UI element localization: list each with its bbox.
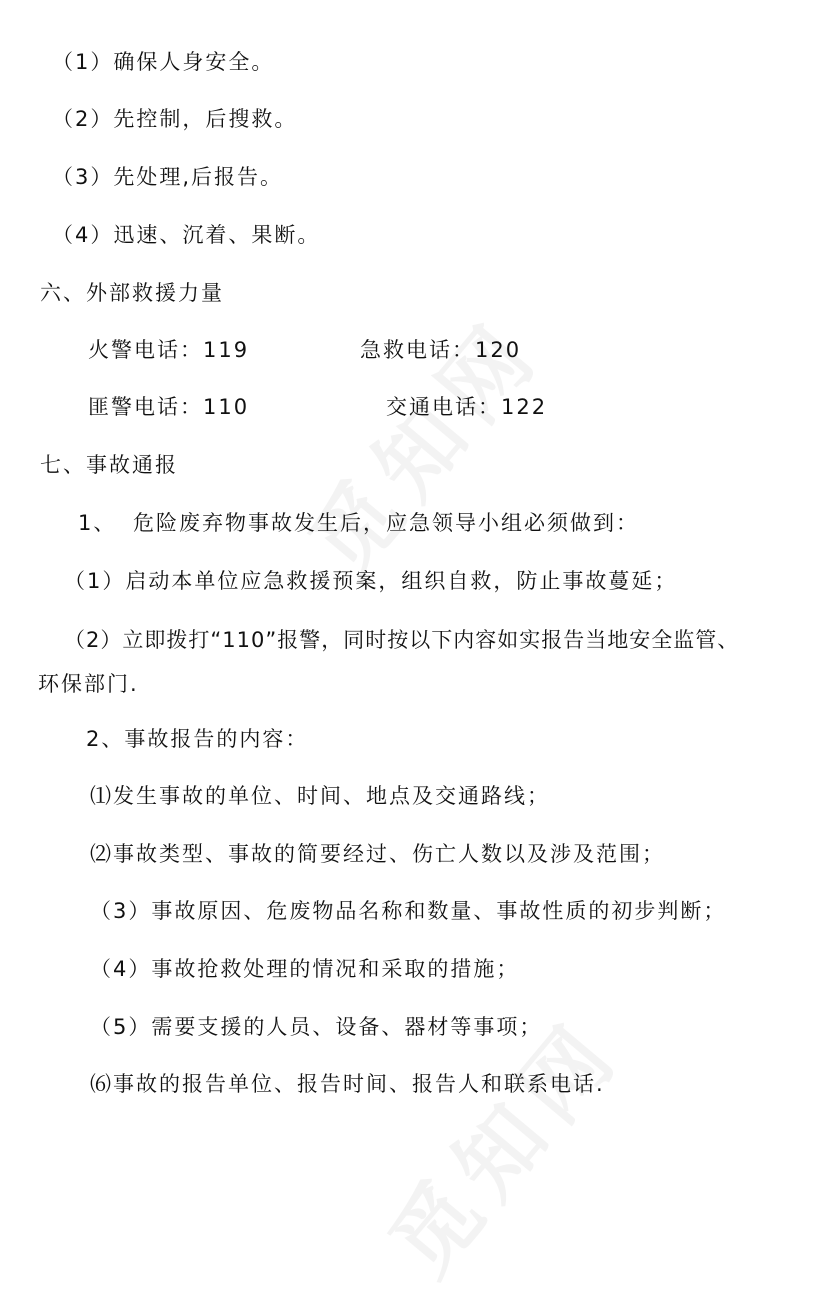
phone-fire: 火警电话：119 xyxy=(88,338,250,362)
principle-1: （1）确保人身安全。 xyxy=(52,50,275,74)
phone-traffic: 交通电话：122 xyxy=(386,395,548,419)
report-item-6: ⑹事故的报告单位、报告时间、报告人和联系电话. xyxy=(90,1072,605,1096)
item1-sub2-line1: （2）立即拨打“110”报警，同时按以下内容如实报告当地安全监管、 xyxy=(64,628,740,652)
report-item-5: （5）需要支援的人员、设备、器材等事项； xyxy=(90,1015,543,1039)
phone-ambulance: 急救电话：120 xyxy=(360,338,522,362)
principle-4: （4）迅速、沉着、果断。 xyxy=(52,223,321,247)
section7-heading: 七、事故通报 xyxy=(40,453,178,477)
phone-police: 匪警电话：110 xyxy=(88,395,250,419)
section6-heading: 六、外部救援力量 xyxy=(40,281,224,305)
principle-3: （3）先处理,后报告。 xyxy=(52,165,284,189)
report-item-4: （4）事故抢救处理的情况和采取的措施； xyxy=(90,957,520,981)
item1-sub1: （1）启动本单位应急救援预案，组织自救，防止事故蔓延； xyxy=(64,569,678,593)
report-item-2: ⑵事故类型、事故的简要经过、伤亡人数以及涉及范围； xyxy=(90,842,665,866)
item2-heading: 2、事故报告的内容： xyxy=(86,727,309,751)
item1-number: 1、 xyxy=(78,511,117,535)
item1-sub2-line2: 环保部门. xyxy=(38,672,139,696)
principle-2: （2）先控制，后搜救。 xyxy=(52,107,298,131)
report-item-3: （3）事故原因、危废物品名称和数量、事故性质的初步判断； xyxy=(90,899,727,923)
report-item-1: ⑴发生事故的单位、时间、地点及交通路线； xyxy=(90,784,550,808)
item1-text: 危险废弃物事故发生后，应急领导小组必须做到： xyxy=(133,511,639,535)
watermark-top xyxy=(276,287,564,597)
